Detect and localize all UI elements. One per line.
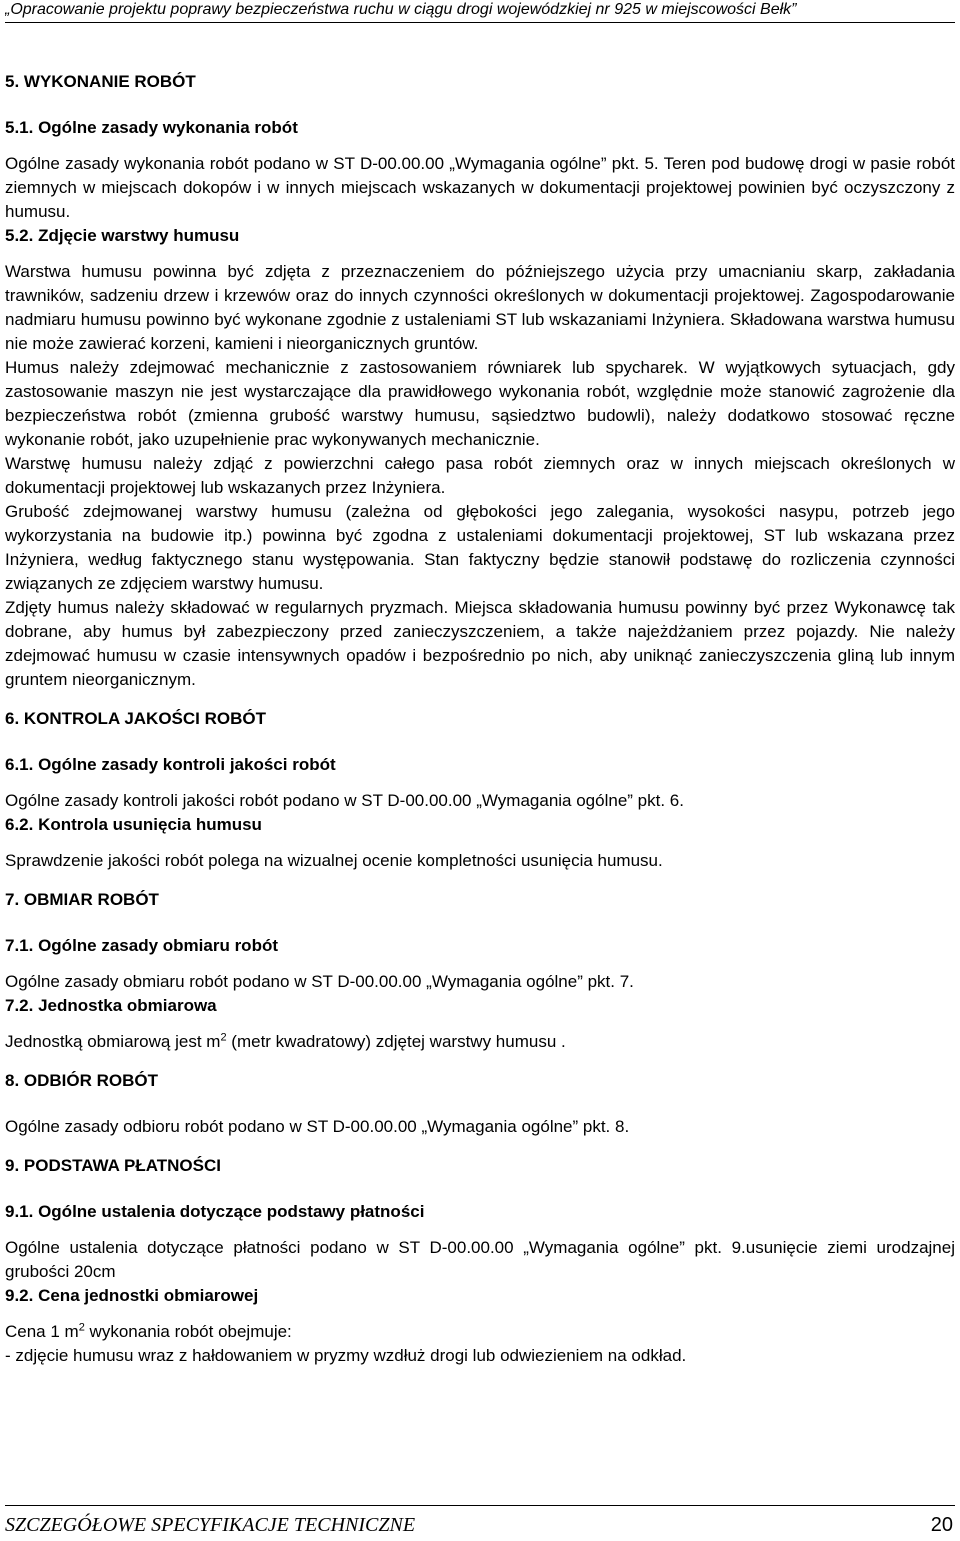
paragraph: Warstwę humusu należy zdjąć z powierzchni całego pasa robót ziemnych oraz w innych miejscach określonych w dokumentacji projektowej lub wskazanych przez Inżyniera.: [5, 454, 955, 497]
section-7-heading: 7. OBMIAR ROBÓT: [5, 890, 159, 909]
list-item: - zdjęcie humusu wraz z hałdowaniem w pryzmy wzdłuż drogi lub odwiezieniem na odkład.: [5, 1346, 687, 1365]
unit-text-rest: (metr kwadratowy) zdjętej warstwy humusu .: [226, 1032, 566, 1051]
section-9-1-text: Ogólne ustalenia dotyczące płatności podano w ST D-00.00.00 „Wymagania ogólne” pkt. 9.usunięcie ziemi urodzajnej grubości 20cm: [5, 1238, 955, 1281]
section-8-text: Ogólne zasady odbioru robót podano w ST D-00.00.00 „Wymagania ogólne” pkt. 8.: [5, 1117, 630, 1136]
price-text: Cena 1 m: [5, 1322, 79, 1341]
section-7-2-heading: 7.2. Jednostka obmiarowa: [5, 996, 217, 1015]
section-6-heading: 6. KONTROLA JAKOŚCI ROBÓT: [5, 709, 266, 728]
document-title: „Opracowanie projektu poprawy bezpieczeństwa ruchu w ciągu drogi wojewódzkiej nr 925 w miejscowości Bełk”: [5, 1, 797, 18]
section-6-1-text: Ogólne zasady kontroli jakości robót podano w ST D-00.00.00 „Wymagania ogólne” pkt. 6.: [5, 791, 684, 810]
unit-text: Jednostką obmiarową jest m: [5, 1032, 221, 1051]
section-9-1-heading: 9.1. Ogólne ustalenia dotyczące podstawy płatności: [5, 1202, 425, 1221]
section-5-1-text: Ogólne zasady wykonania robót podano w ST D-00.00.00 „Wymagania ogólne” pkt. 5. Teren pod budowę drogi w pasie robót ziemnych w miejscach dokopów i w innych miejscach wskazanych w dokumentacji projektowej powinien być oczyszczony z humusu.: [5, 154, 955, 221]
page-footer: [5, 1505, 955, 1538]
superscript: 2: [220, 1031, 227, 1044]
paragraph: Humus należy zdejmować mechanicznie z zastosowaniem równiarek lub spycharek. W wyjątkowych sytuacjach, gdy zastosowanie maszyn nie jest wystarczające dla prawidłowego wykonania robót, względnie może stanowić zagrożenie dla bezpieczeństwa robót (zmienna grubość warstwy humusu, sąsiedztwo budowli), należy dodatkowo stosować ręczne wykonanie robót, jako uzupełnienie prac wykonywanych mechanicznie.: [5, 358, 955, 449]
document-body: [5, 70, 955, 1368]
price-text-rest: wykonania robót obejmuje:: [84, 1322, 292, 1341]
section-6-1-heading: 6.1. Ogólne zasady kontroli jakości robót: [5, 755, 336, 774]
paragraph: Grubość zdejmowanej warstwy humusu (zależna od głębokości jego zalegania, wysokości nasypu, potrzeb jego wykorzystania na budowie itp.) powinna być zgodna z ustaleniami dokumentacji projektowej, ST lub wskazana przez Inżyniera, według faktycznego stanu występowania. Stan faktyczny będzie stanowił podstawę do rozliczenia czynności związanych ze zdjęciem warstwy humusu.: [5, 502, 955, 593]
section-7-1-heading: 7.1. Ogólne zasady obmiaru robót: [5, 936, 278, 955]
page-number: 20: [930, 1514, 953, 1536]
section-6-2-text: Sprawdzenie jakości robót polega na wizualnej ocenie kompletności usunięcia humusu.: [5, 851, 663, 870]
superscript: 2: [78, 1321, 85, 1334]
section-6-2-heading: 6.2. Kontrola usunięcia humusu: [5, 815, 262, 834]
section-5-heading: 5. WYKONANIE ROBÓT: [5, 72, 196, 91]
section-9-2-text: [5, 1320, 955, 1344]
paragraph: Zdjęty humus należy składować w regularnych pryzmach. Miejsca składowania humusu powinny być przez Wykonawcę tak dobrane, aby humus był zabezpieczony przed zanieczyszczeniem, a także najeżdżaniem przez pojazdy. Nie należy zdejmować humusu w czasie intensywnych opadów i bezpośrednio po nich, aby uniknąć zanieczyszczenia gliną lub innym gruntem nieorganicznym.: [5, 598, 955, 689]
section-9-2-heading: 9.2. Cena jednostki obmiarowej: [5, 1286, 259, 1305]
section-5-1-heading: 5.1. Ogólne zasady wykonania robót: [5, 118, 298, 137]
page-header: [5, 0, 955, 23]
section-5-2-heading: 5.2. Zdjęcie warstwy humusu: [5, 226, 240, 245]
paragraph: Warstwa humusu powinna być zdjęta z przeznaczeniem do późniejszego użycia przy umacnianiu skarp, zakładania trawników, sadzeniu drzew i krzewów oraz do innych czynności określonych w dokumentacji projektowej. Zagospodarowanie nadmiaru humusu powinno być wykonane zgodnie z ustaleniami ST lub wskazaniami Inżyniera. Składowana warstwa humusu nie może zawierać korzeni, kamieni i nieorganicznych gruntów.: [5, 262, 955, 353]
footer-label: SZCZEGÓŁOWE SPECYFIKACJE TECHNICZNE: [5, 1514, 416, 1536]
section-7-1-text: Ogólne zasady obmiaru robót podano w ST D-00.00.00 „Wymagania ogólne” pkt. 7.: [5, 972, 634, 991]
section-8-heading: 8. ODBIÓR ROBÓT: [5, 1071, 159, 1090]
section-9-heading: 9. PODSTAWA PŁATNOŚCI: [5, 1156, 221, 1175]
section-7-2-text: [5, 1030, 955, 1054]
